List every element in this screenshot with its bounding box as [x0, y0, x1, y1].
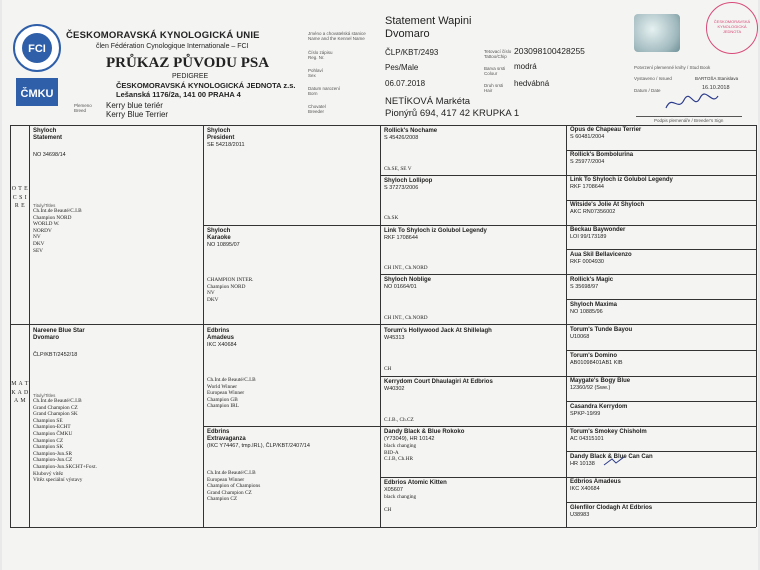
- gen4-name: Opus de Chapeau Terrier: [570, 127, 642, 133]
- gen3-name: Shyloch Noblige: [384, 277, 432, 283]
- gen4-reg: HR 10138: [570, 461, 595, 467]
- pedigree-sheet: [2, 0, 758, 570]
- tattoo-label: Tetovací číslo Tattoo/Chip: [484, 49, 512, 59]
- gen2-reg: NO 10895/07: [207, 242, 240, 248]
- breed-en: Kerry Blue Terrier: [106, 110, 169, 119]
- gen4-reg: RKF 1708644: [570, 184, 604, 190]
- gen3-titles: black changing CH: [384, 494, 417, 514]
- dam-name2: Dvomaro: [33, 335, 60, 341]
- born-label: Datum narození Born: [308, 86, 341, 96]
- gen2-name2: Extravaganza: [207, 436, 246, 442]
- gen4-name: Dandy Black & Blue Can Can: [570, 454, 653, 460]
- grid-col3: [380, 125, 381, 527]
- gen4-cell: [570, 277, 754, 291]
- gen4-name: Aua Skil Bellavicenzo: [570, 252, 632, 258]
- gen3-titles: C.I.B., Ch.CZ: [384, 417, 414, 424]
- gen3-titles: CH: [384, 366, 392, 373]
- gen4-cell: [570, 479, 754, 493]
- gen3-split-3: [380, 376, 756, 377]
- kennel-name: Dvomaro: [385, 28, 430, 40]
- gen4-reg: S 25977/2004: [570, 159, 605, 165]
- gen4-cell: [570, 202, 754, 216]
- gen4-cell: [570, 429, 754, 443]
- gen4-name: Torum's Smokey Chisholm: [570, 429, 647, 435]
- gen2-split-1: [203, 225, 756, 226]
- gen4-reg: U10068: [570, 334, 590, 340]
- reg-label: Číslo zápisu Reg. Nr.: [308, 50, 333, 60]
- breed-cz: Kerry blue teriér: [106, 101, 163, 110]
- grid-middle: [10, 324, 756, 325]
- gen2-reg: SE 54218/2011: [207, 142, 245, 148]
- gen4-split-3: [566, 249, 756, 250]
- gen4-split-4: [566, 299, 756, 300]
- date-value: 16.10.2018: [702, 85, 730, 91]
- gen4-name: Witside's Jolie At Shyloch: [570, 202, 645, 208]
- gen3-cell: [384, 328, 564, 373]
- gen3-titles: CH INT., Ch.NORD: [384, 315, 428, 322]
- gen3-cell: [384, 178, 564, 222]
- gen4-reg: S 35698/97: [570, 284, 599, 290]
- gen4-reg: NO 10885/96: [570, 309, 603, 315]
- chip-number: 203098100428255: [514, 46, 585, 56]
- dam-name: Nareene Blue Star: [33, 328, 85, 334]
- breeder-address: Pionýrů 694, 417 42 KRUPKA 1: [385, 108, 520, 119]
- org-name: ČESKOMORAVSKÁ KYNOLOGICKÁ UNIE: [66, 30, 260, 41]
- gen3-titles: Ch.SE, SE V: [384, 166, 412, 173]
- gen4-cell: [570, 353, 754, 367]
- gen2-reg: (IKC Y74467, tmp.IRL), ČLP/KBT/2407/14: [207, 443, 310, 449]
- dam-reg: ČLP/KBT/2452/18: [33, 352, 78, 358]
- gen3-cell: [384, 277, 564, 322]
- gen4-reg: AKC RN07356002: [570, 209, 616, 215]
- gen4-cell: [570, 378, 754, 392]
- born-value: 06.07.2018: [385, 79, 426, 88]
- sire-reg: NO 34698/14: [33, 152, 66, 158]
- signature-line: [636, 116, 742, 117]
- gen2-titles: Ch.Int.de Beauté/C.I.B European Winner Champion of Champions Grand Champion CZ Champion CZ: [207, 470, 261, 503]
- sex-label: Pohlaví Sex: [308, 68, 324, 78]
- gen4-split-5: [566, 350, 756, 351]
- sire-name: Shyloch: [33, 128, 57, 134]
- gen2-name: Shyloch: [207, 228, 231, 234]
- gen3-titles: CH INT., Ch.NORD: [384, 265, 428, 272]
- gen4-cell: [570, 302, 754, 316]
- gen4-cell: [570, 327, 754, 341]
- doc-subtitle: PEDIGREE: [172, 73, 209, 80]
- gen4-name: Torum's Tunde Bayou: [570, 327, 633, 333]
- gen3-split-1: [380, 175, 756, 176]
- gen2-name: Edbrins: [207, 328, 230, 334]
- gen2-titles: Ch.Int.de Beauté/C.I.B World Winner European Winner Champion GB Champion IRL: [207, 377, 256, 410]
- hair-label: Druh srsti Hair: [484, 83, 504, 93]
- gen4-reg: AB01098401AB1 KIB: [570, 360, 623, 366]
- gen4-reg: IKC X40684: [570, 486, 600, 492]
- gen4-split-7: [566, 451, 756, 452]
- svg-text:ČMKU: ČMKU: [20, 88, 54, 100]
- gen4-reg: S 60481/2004: [570, 134, 605, 140]
- gen4-cell: [570, 404, 754, 418]
- gen3-name: Link To Shyloch iz Golubol Legendy: [384, 228, 487, 234]
- gen2-titles: CHAMPION INTER. Champion NORD NV DKV: [207, 277, 254, 303]
- gen4-reg: AC 04315101: [570, 436, 604, 442]
- club-address: Lešanská 1176/2a, 141 00 PRAHA 4: [116, 90, 241, 99]
- colour-value: modrá: [514, 62, 537, 71]
- gen4-name: Torum's Domino: [570, 353, 617, 359]
- gen2-cell: [207, 328, 377, 410]
- gen4-reg: 12360/92 (Swe.): [570, 385, 611, 391]
- gen4-split-1: [566, 150, 756, 151]
- gen4-cell: [570, 152, 754, 166]
- gen4-split-8: [566, 502, 756, 503]
- gen4-split-2: [566, 200, 756, 201]
- gen4-name: Rollick's Magic: [570, 277, 614, 283]
- issued-by: BARTOŠA Stanislava: [695, 76, 739, 81]
- gen3-reg: NO 01664/01: [384, 284, 417, 290]
- gen3-reg: S 45426/2008: [384, 135, 419, 141]
- sire-cell: [33, 128, 199, 254]
- gen3-split-4: [380, 477, 756, 478]
- gen3-reg: W45313: [384, 335, 405, 341]
- gen2-cell: [207, 228, 377, 303]
- gen3-titles: Ch.SK: [384, 215, 399, 222]
- svg-text:FCI: FCI: [28, 43, 46, 55]
- gen4-cell: [570, 454, 754, 468]
- club-name: ČESKOMORAVSKÁ KYNOLOGICKÁ JEDNOTA z.s.: [116, 81, 296, 90]
- gen3-reg: S 37273/2006: [384, 185, 419, 191]
- gen4-name: Rollick's Bombolurina: [570, 152, 634, 158]
- gen3-cell: [384, 429, 564, 475]
- gen2-reg: IKC X40684: [207, 342, 237, 348]
- father-side-label: O T E C S I R E: [11, 186, 29, 209]
- gen4-reg: SPKP-19/99: [570, 411, 601, 417]
- gen2-name2: Karaoke: [207, 235, 231, 241]
- gen4-cell: [570, 227, 754, 241]
- gen2-name2: President: [207, 135, 235, 141]
- gen3-titles: black changing BID-A C.I.B, Ch.HR: [384, 443, 417, 463]
- name-label: Jméno a chovatelská stanice Name and the Kennel Name: [308, 31, 366, 41]
- gen3-name: Dandy Black & Blue Rokoko: [384, 429, 465, 435]
- sire-name2: Statement: [33, 135, 63, 141]
- gen3-reg: (Y73049), HR 10142: [384, 436, 435, 442]
- gen2-cell: [207, 128, 377, 149]
- grid-col4: [566, 125, 567, 527]
- gen3-name: Torum's Hollywood Jack At Shillelagh: [384, 328, 492, 334]
- gen4-name: Beckau Baywonder: [570, 227, 626, 233]
- grid-bottom: [10, 527, 756, 528]
- sign-label: Podpis plemenáře / Breeder's Sign: [654, 118, 724, 123]
- grid-right: [756, 125, 757, 527]
- gen3-cell: [384, 379, 564, 424]
- signature: [662, 90, 722, 114]
- gen4-name: Edbrios Amadeus: [570, 479, 621, 485]
- gen2-name: Shyloch: [207, 128, 231, 134]
- breeder-label: Chovatel Breeder: [308, 104, 326, 114]
- reg-number: ČLP/KBT/2493: [385, 48, 439, 57]
- gen4-name: Glenfilor Clodagh At Edbrios: [570, 505, 653, 511]
- gen3-cell: [384, 128, 564, 173]
- gen4-cell: [570, 177, 754, 191]
- dam-titles: Ch.Int.de Beauté/C.I.B Grand Champion CZ Grand Champion SK Champion SE Champion-ECHT Champion ČMKU Champion CZ Champion SK Champion-Jun.SR Champion-Jun.CZ Champion-Jun.SKCHT+Foxt. Klubový vítěz Vítěz speciální výstavy: [33, 398, 97, 484]
- gen4-split-6: [566, 401, 756, 402]
- pen-mark: [602, 455, 632, 469]
- gen4-cell: [570, 252, 754, 266]
- gen4-reg: RKF 0004930: [570, 259, 604, 265]
- gen3-reg: RKF 1708644: [384, 235, 418, 241]
- gen3-reg: W40302: [384, 386, 405, 392]
- gen3-cell: [384, 480, 564, 525]
- gen3-name: Edbrios Atomic Kitten: [384, 480, 447, 486]
- colour-label: Barva srsti Colour: [484, 66, 506, 76]
- sex-value: Pes/Male: [385, 63, 419, 72]
- gen4-cell: [570, 127, 754, 141]
- org-member: člen Fédération Cynologique Internationale – FCI: [96, 43, 249, 50]
- gen2-name: Edbrins: [207, 429, 230, 435]
- hair-value: hedvábná: [514, 79, 550, 88]
- sire-titles: Ch.Int.de Beauté/C.I.B Champion NORD WORLD W. NORDV NV DKV SEV: [33, 208, 82, 254]
- stamp-text: ČESKOMORAVSKÁ KYNOLOGICKÁ JEDNOTA: [713, 19, 751, 34]
- gen3-split-2: [380, 274, 756, 275]
- breeder-stamp: [706, 2, 758, 54]
- grid-top: [10, 125, 756, 126]
- grid-side-col: [29, 125, 30, 527]
- issued-label: Vystaveno / Issued: [634, 76, 672, 81]
- gen4-name: Maygate's Bogy Blue: [570, 378, 631, 384]
- hologram-seal: [634, 14, 680, 52]
- doc-title: PRŮKAZ PŮVODU PSA: [106, 55, 270, 71]
- gen3-cell: [384, 228, 564, 272]
- gen4-reg: LOI 99/173189: [570, 234, 607, 240]
- gen4-name: Shyloch Maxima: [570, 302, 618, 308]
- gen3-reg: X05607: [384, 487, 403, 493]
- gen2-cell: [207, 429, 377, 503]
- gen4-reg: U38983: [570, 512, 590, 518]
- gen2-split-2: [203, 426, 756, 427]
- issue-label: Potvrzení plemenné knihy / Stud Book: [634, 65, 711, 70]
- gen4-cell: [570, 505, 754, 519]
- sire-titles-label: Tituly/Titles: [33, 203, 56, 208]
- gen3-name: Kerrydom Court Dhaulagiri At Edbrios: [384, 379, 493, 385]
- cmku-logo: [12, 18, 62, 110]
- gen3-name: Shyloch Lollipop: [384, 178, 433, 184]
- dam-cell: [33, 328, 199, 484]
- breed-label: Plemeno Breed: [74, 103, 92, 113]
- gen4-name: Casandra Kerrydom: [570, 404, 628, 410]
- gen3-name: Rollick's Nochame: [384, 128, 438, 134]
- breeder-name: NETÍKOVÁ Markéta: [385, 96, 470, 107]
- dam-titles-label: Tituly/Titles: [33, 393, 56, 398]
- grid-col2: [203, 125, 204, 527]
- mother-side-label: M A T K A D A M: [11, 381, 29, 404]
- gen4-name: Link To Shyloch iz Golubol Legendy: [570, 177, 673, 183]
- dog-name: Statement Wapini: [385, 15, 472, 27]
- date-label: Datum / Date: [634, 88, 661, 93]
- gen2-name2: Amadeus: [207, 335, 235, 341]
